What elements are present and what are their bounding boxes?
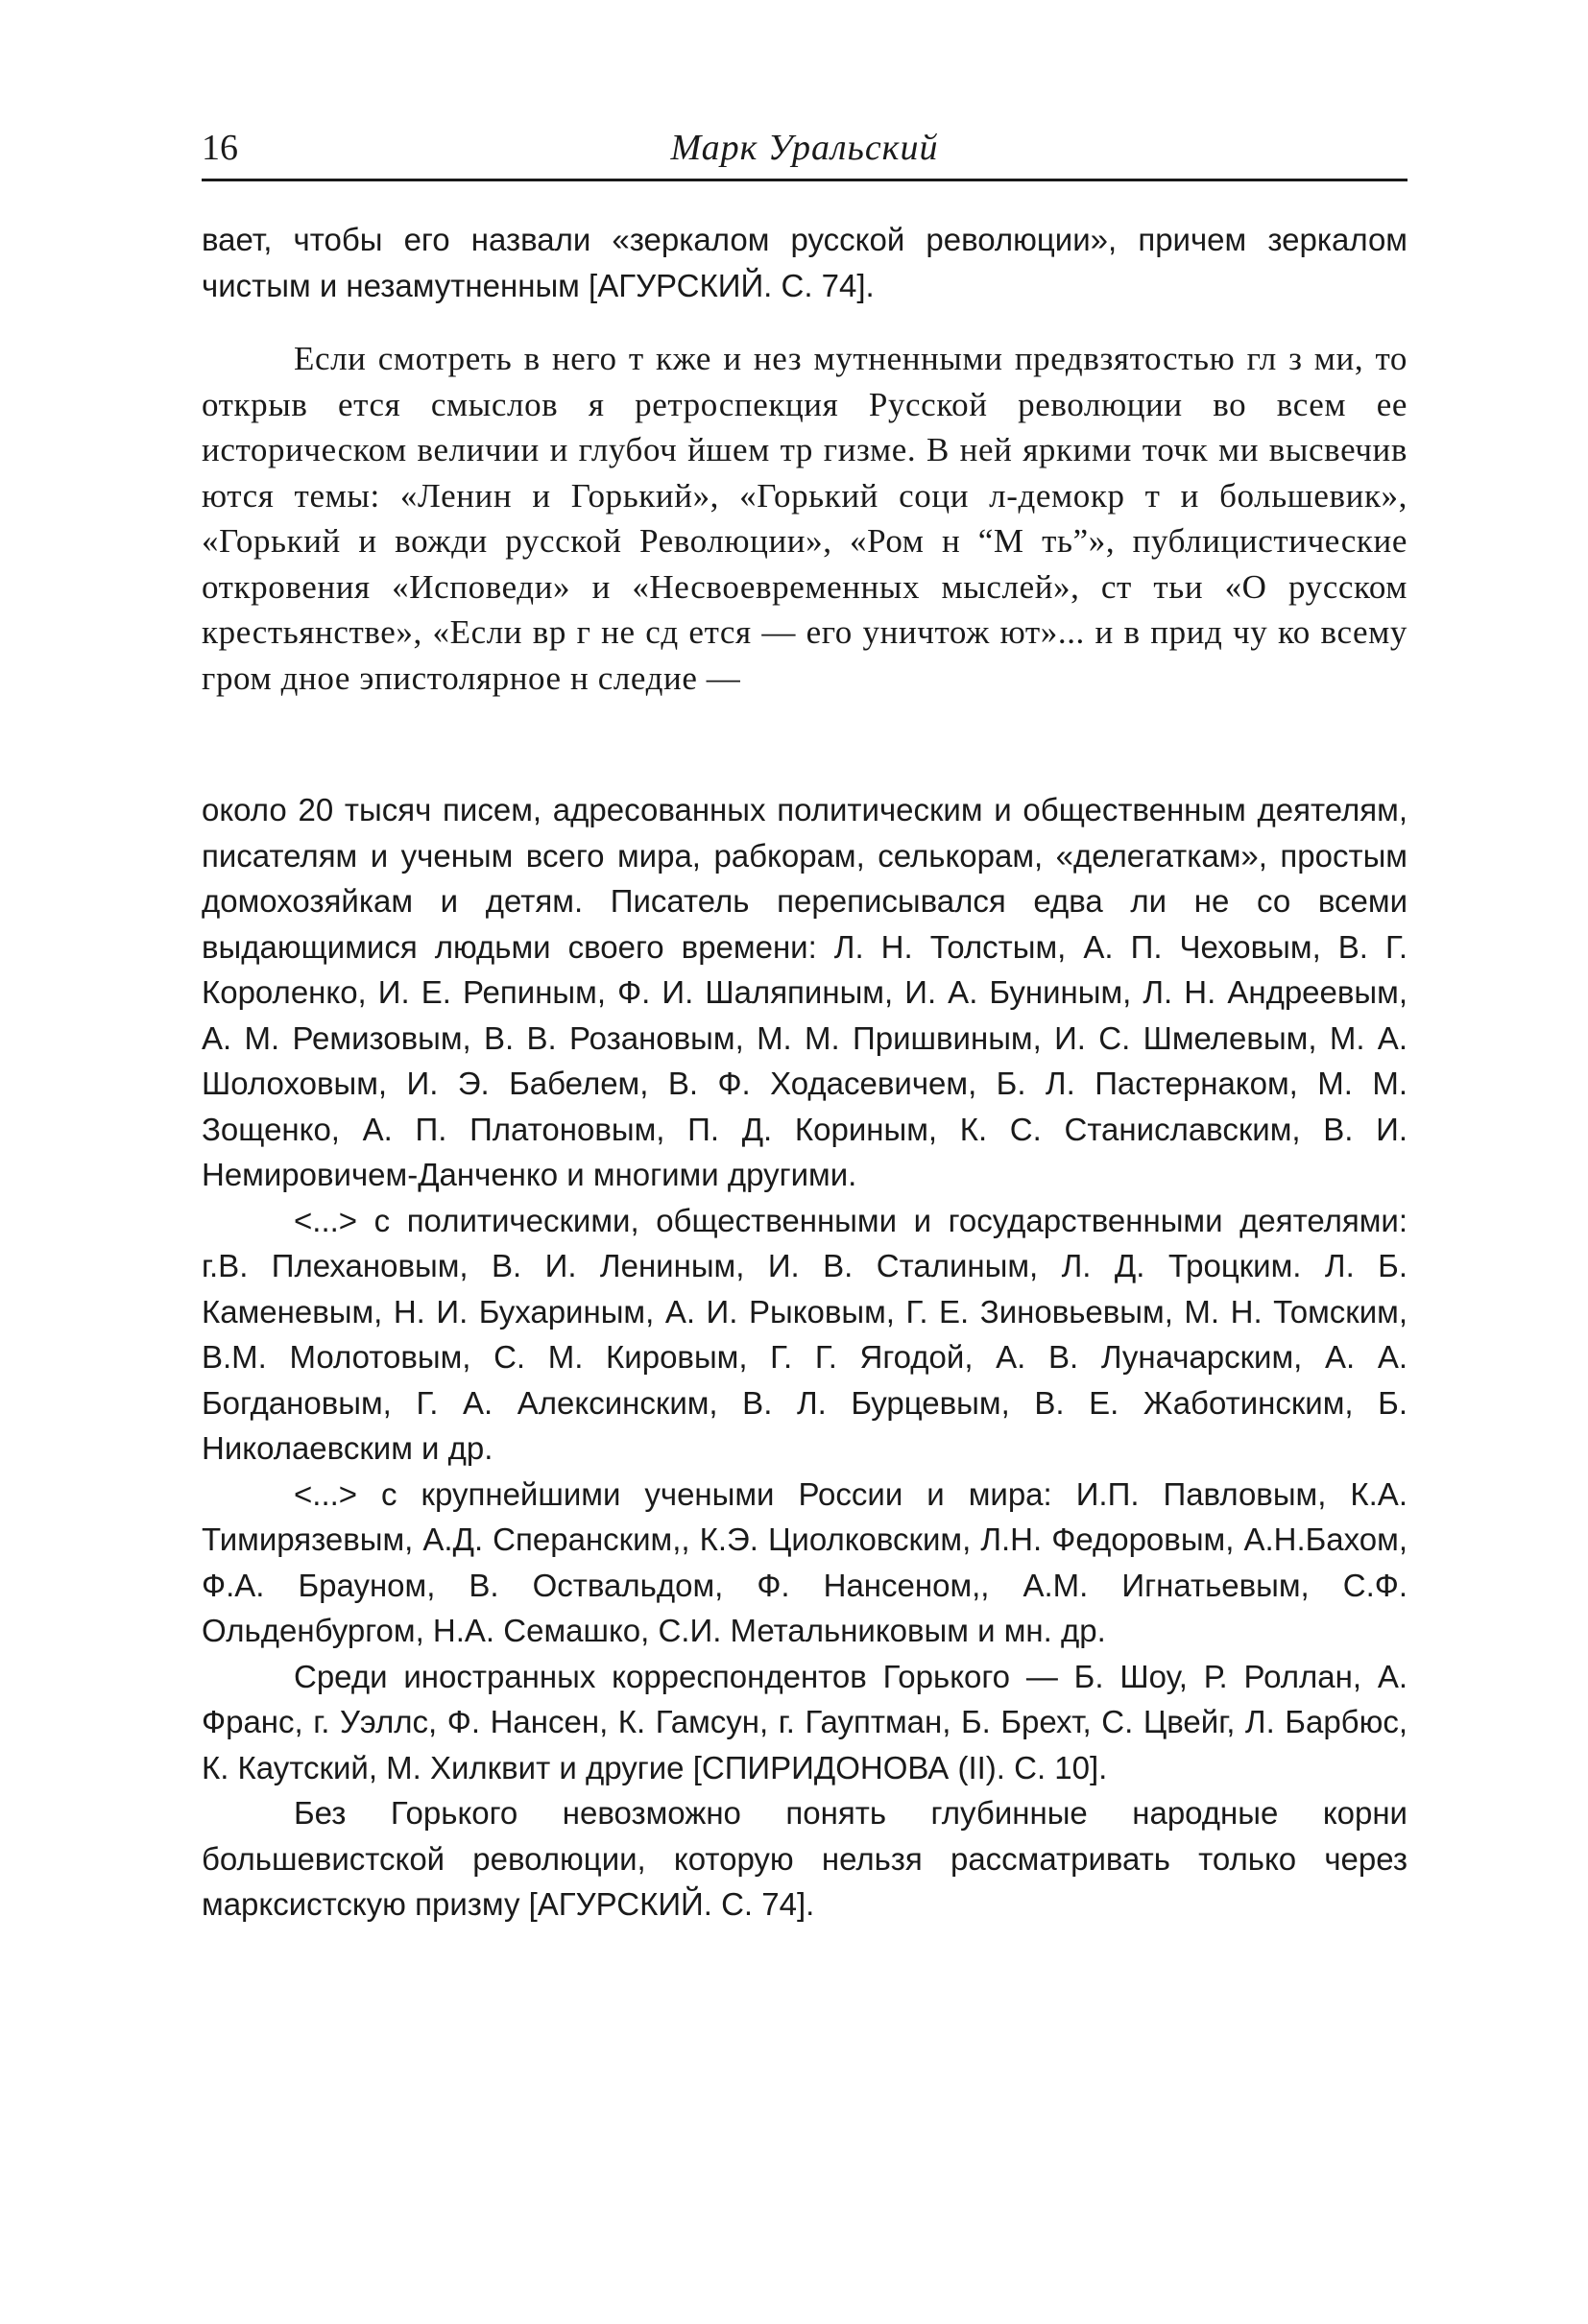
block-quote: Если смотреть в него т кже и нез мутненными предвзятостью гл з ми, то открыв ется смыслов я ретроспекция Русской революции во всем ее историческом величии и глубоч йшем тр гизме. В ней яркими точк ми высвечив ются темы: «Ленин и Горький», «Горький соци л-демокр т и большевик», «Горький и вожди русской Революции», «Ром н “М ть”», публицистические откровения «Исповеди» и «Несвоевременных мыслей», ст тьи «О русском крестьянстве», «Если вр г не сд ется — его уничтож ют»... и в прид чу ко всему гром дное эпистолярное н следие — [202,340,1408,697]
paragraph-foreign-correspondents: Среди иностранных корреспондентов Горького — Б. Шоу, Р. Роллан, А. Франс, г. Уэллс, Ф. Нансен, К. Гамсун, г. Гауптман, Б. Брехт, С. Цвейг, Л. Барбюс, К. Каутский, М. Хилквит и другие [СПИРИДОНОВА (II). С. 10]. [202,1658,1408,1785]
paragraph-continuation: вает, чтобы его назвали «зеркалом русской революции», причем зеркалом чистым и незамутненным [АГУРСКИЙ. С. 74]. [202,222,1408,303]
running-head [202,123,1408,173]
running-head-author: Марк Уральский [670,128,939,168]
paragraph-politicians: <...> с политическими, общественными и государственными деятелями: г.В. Плехановым, В. И. Лениным, И. В. Сталиным, Л. Д. Троцким. Л. Б. Каменевым, Н. И. Бухариным, А. И. Рыковым, Г. Е. Зиновьевым, М. Н. Томским, В.М. Молотовым, С. М. Кировым, Г. Г. Ягодой, А. В. Луначарским, А. А. Богдановым, Г. А. Алексинским, В. Л. Бурцевым, В. Е. Жаботинским, Б. Николаевским и др. [202,1202,1408,1466]
paragraph-letters: около 20 тысяч писем, адресованных политическим и общественным деятелям, писателям и ученым всего мира, рабкорам, селькорам, «делегаткам», простым домохозяйкам и детям. Писатель переписывался едва ли не со всеми выдающимися людьми своего времени: Л. Н. Толстым, А. П. Чеховым, В. Г. Короленко, И. Е. Репиным, Ф. И. Шаляпиным, И. А. Буниным, Л. Н. Андреевым, А. М. Ремизовым, В. В. Розановым, М. М. Пришвиным, И. С. Шмелевым, М. А. Шолоховым, И. Э. Бабелем, В. Ф. Ходасевичем, Б. Л. Пастернаком, М. М. Зощенко, А. П. Платоновым, П. Д. Кориным, К. С. Станиславским, В. И. Немировичем-Данченко и многими другими. [202,792,1408,1192]
header-rule [202,179,1408,181]
paragraph-scientists: <...> с крупнейшими учеными России и мира: И.П. Павловым, К.А. Тимирязевым, А.Д. Сперанским,, К.Э. Циолковским, Л.Н. Федоровым, А.Н.Бахом, Ф.А. Брауном, В. Оствальдом, Ф. Нансеном,, А.М. Игнатьевым, С.Ф. Ольденбургом, Н.А. Семашко, С.И. Метальниковым и мн. др. [202,1475,1408,1648]
main-text [202,787,1408,1928]
page-number: 16 [202,128,238,168]
book-page [202,0,1408,2324]
paragraph-conclusion: Без Горького невозможно понять глубинные народные корни большевистской революции, которую нельзя рассматривать только через марксистскую призму [АГУРСКИЙ. С. 74]. [202,1795,1408,1922]
